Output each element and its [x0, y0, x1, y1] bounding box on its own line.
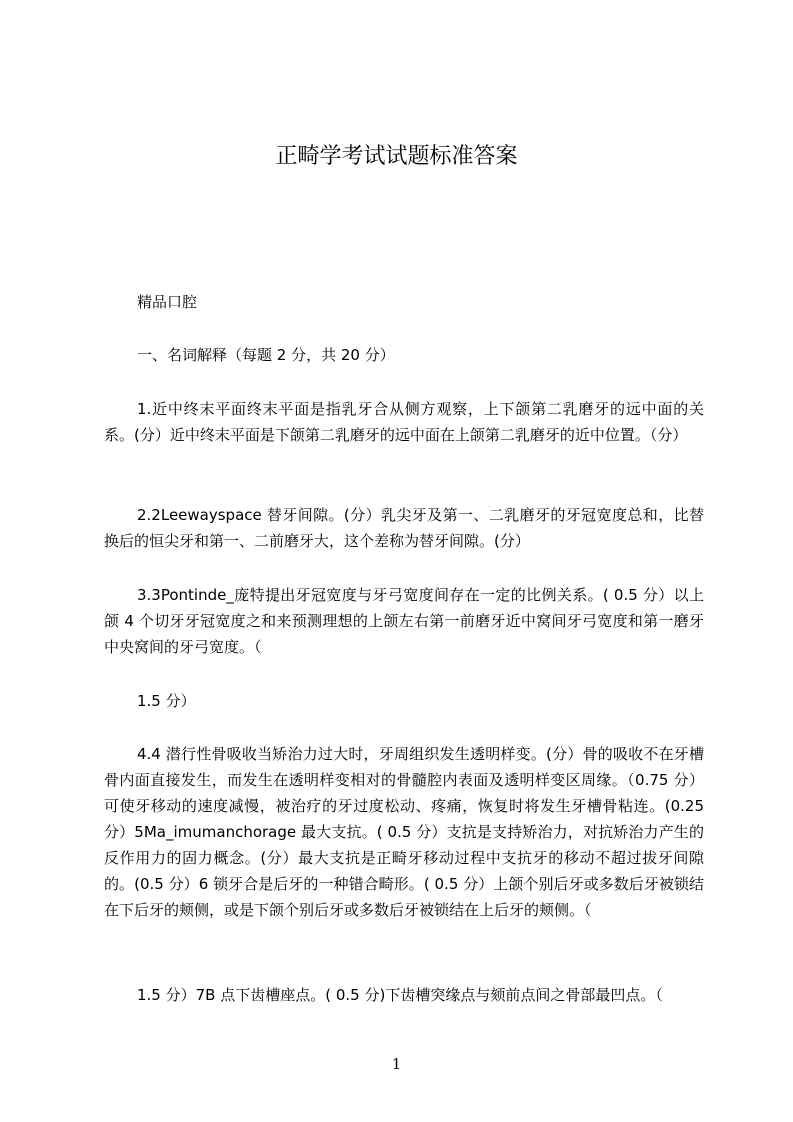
section-heading: 一、名词解释（每题 2 分，共 20 分） — [137, 346, 395, 364]
answer-paragraph: 1.5 分）7B 点下齿槽座点。( 0.5 分)下齿槽突缘点与颏前点间之骨部最凹点。（ — [137, 986, 663, 1004]
page-number: 1 — [391, 1055, 402, 1073]
answer-paragraph: 3.3Pontinde_庞特提出牙冠宽度与牙弓宽度间存在一定的比例关系。( 0.5 分）以上颌 4 个切牙牙冠宽度之和来预测理想的上颌左右第一前磨牙近中窝间牙弓宽度和第一磨牙中央窝间的牙弓宽度。（ — [104, 586, 704, 656]
answer-paragraph: 2.2Leewayspace 替牙间隙。(分）乳尖牙及第一、二乳磨牙的牙冠宽度总和，比替换后的恒尖牙和第一、二前磨牙大，这个差称为替牙间隙。(分） — [104, 506, 704, 550]
answer-paragraph: 4.4 潜行性骨吸收当矫治力过大时，牙周组织发生透明样变。(分）骨的吸收不在牙槽骨内面直接发生，而发生在透明样变相对的骨髓腔内表面及透明样变区周缘。（0.75 分）可使牙移动的速度减慢，被治疗的牙过度松动、疼痛，恢复时将发生牙槽骨粘连。(0.25 分）5Ma_imumanchorage 最大支抗。( 0.5 分）支抗是支持矫治力，对抗矫治力产生的反作用力的固力概念。(分）最大支抗是正畸牙移动过程中支抗牙的移动不超过拔牙间隙的。(0.5 分）6 锁牙合是后牙的一种错合畸形。( 0.5 分）上颌个别后牙或多数后牙被锁结在下后牙的颊侧，或是下颌个别后牙或多数后牙被锁结在上后牙的颊侧。（ — [104, 745, 704, 919]
answer-paragraph: 1.5 分） — [137, 692, 196, 710]
source-label: 精品口腔 — [137, 293, 198, 311]
answer-paragraph: 1.近中终末平面终末平面是指乳牙合从侧方观察，上下颌第二乳磨牙的远中面的关系。(分）近中终末平面是下颌第二乳磨牙的远中面在上颌第二乳磨牙的近中位置。（分） — [104, 400, 704, 444]
document-title: 正畸学考试试题标准答案 — [275, 144, 518, 169]
